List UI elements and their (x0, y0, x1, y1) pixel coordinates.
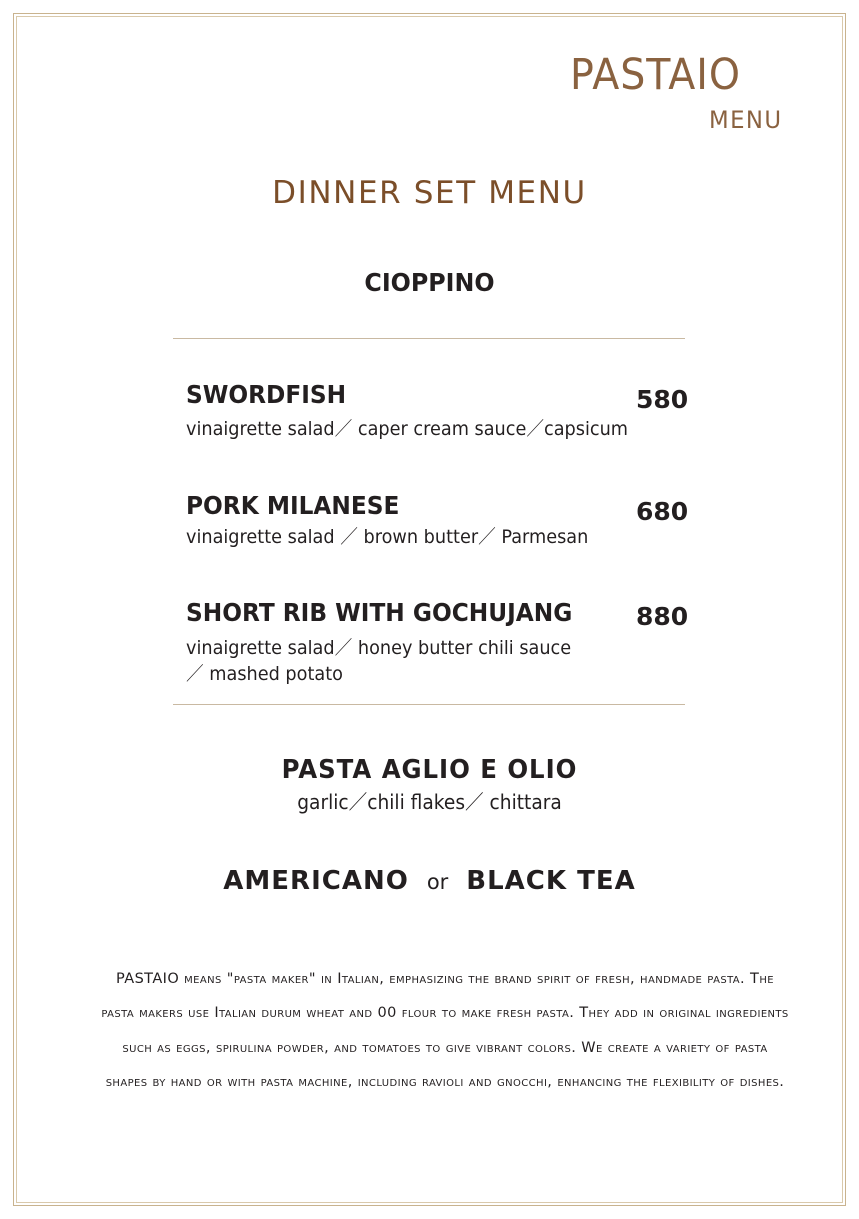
menu-title: DINNER SET MENU (272, 175, 587, 211)
divider-top (173, 338, 685, 339)
drink-americano: AMERICANO (223, 866, 409, 896)
brand-subtitle: MENU (709, 106, 783, 134)
dish-name: SWORDFISH (186, 380, 347, 409)
drink-connector: or (426, 870, 449, 894)
dish-description: vinaigrette salad／ honey butter chili sauce／ mashed potato (186, 637, 572, 685)
about-paragraph: PASTAIO means "pasta maker" in Italian, emphasizing the brand spirit of fresh, handmade pasta. The pasta makers use Italian durum wheat and 00 flour to make fresh pasta. They add in original ingredients such as eggs, spirulina powder, and tomatoes to give vibrant colors. We create a variety of pasta shapes by hand or with pasta machine, including ravioli and gnocchi, enhancing the flexibility of dishes. (101, 971, 789, 1090)
dish-description: vinaigrette salad／ caper cream sauce／capsicum (186, 418, 629, 440)
pasta-description: garlic／chili flakes／ chittara (297, 790, 562, 814)
dish-name: SHORT RIB WITH GOCHUJANG (186, 598, 573, 627)
dish-description: vinaigrette salad ／ brown butter／ Parmesan (186, 526, 589, 548)
first-course: CIOPPINO (364, 268, 495, 297)
brand-name: PASTAIO (570, 50, 741, 100)
dish-name: PORK MILANESE (186, 491, 400, 520)
pasta-name: PASTA AGLIO E OLIO (281, 755, 578, 785)
dish-price: 680 (636, 497, 689, 526)
drink-black-tea: BLACK TEA (466, 866, 636, 896)
dish-price: 880 (636, 602, 689, 631)
drink-options (0, 866, 859, 896)
divider-bottom (173, 704, 685, 705)
dish-price: 580 (636, 385, 689, 414)
